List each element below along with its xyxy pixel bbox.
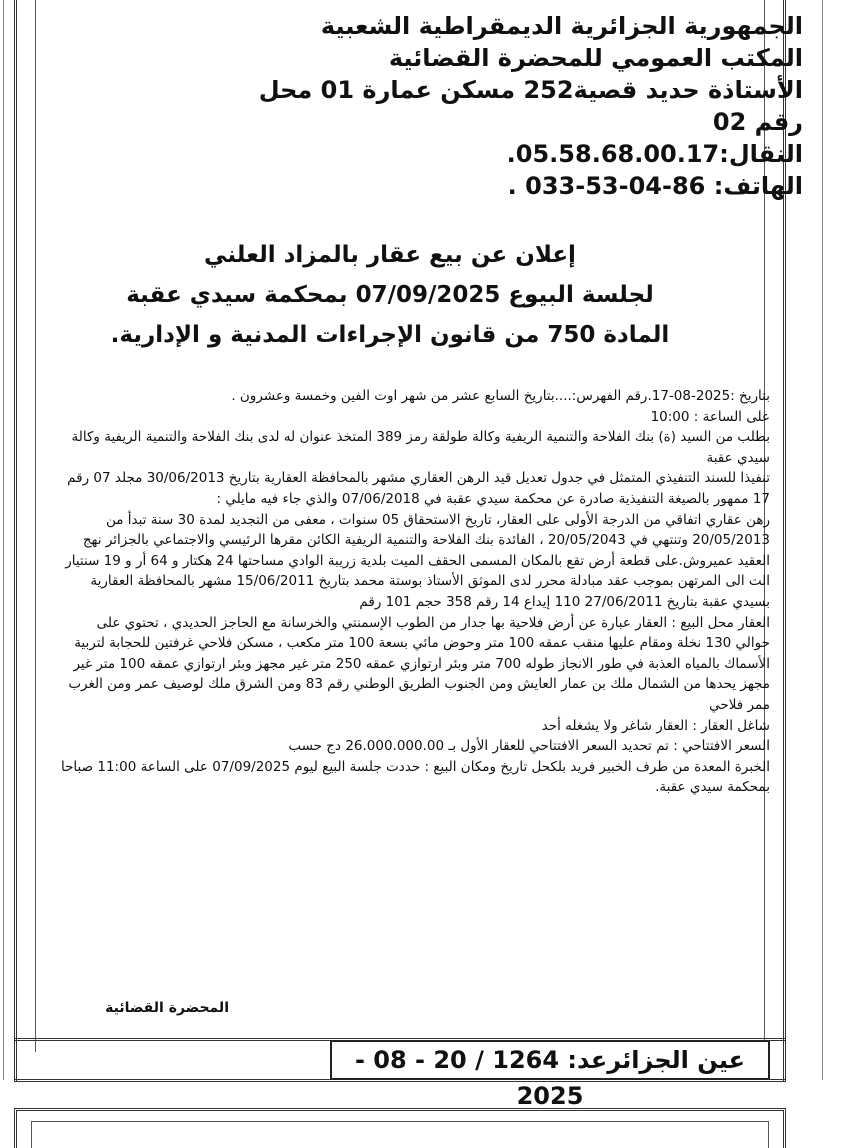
republic-name: الجمهورية الجزائرية الديمقراطية الشعبية [320,12,803,40]
body-mortgage: رهن عقاري اتفاقي من الدرجة الأولى على العقار، تاريخ الاستحقاق 05 سنوات ، معفى من التجديد لمدة 30 سنة تبدأ من 20/05/2013 وتنتهي في 20/05/2043 ، الفائدة بنك الفلاحة والتنمية الريفية الكائن مقرها الرئيسي والاجتماعي بالجزائر نهج العقيد عميروش.على قطعة أرض تقع بالمكان المسمى الحقف الميت بلدية زريبة الوادي مساحتها 24 هكتار و 64 أر و 19 سنتيار الت الى المرتهن بموجب عقد مبادلة محرر لدى الموثق الأستاذ بوستة محمد بتاريخ 15/06/2011 مشهر بالمحافظة العقارية بسيدي عقبة بتاريخ 27/06/2011 110 إيداع 14 رقم 358 حجم 101 رقم [65,511,770,610]
body-enforcement: تنفيذا للسند التنفيذي المتمثل في جدول تعديل قيد الرهن العقاري مشهر بالمحافظة العقارية بتاريخ 30/06/2013 مجلد 07 رقم 17 ممهور بالصيغة التنفيذية صادرة عن محكمة سيدي عقبة في 07/06/2018 والذي جاء فيه مايلي : [67,470,770,507]
office-name: المكتب العمومي للمحضرة القضائية [388,44,803,72]
next-notice-frame [14,1108,786,1148]
page-edge-right [822,0,826,1080]
body-date: بتاريخ :2025-08-17.رقم الفهرس:....بتاريخ السابع عشر من شهر اوت الفين وخمسة وعشرون . [231,388,770,404]
notice-titles [40,235,740,355]
body-property: العقار محل البيع : العقار عبارة عن أرض فلاحية بها جدار من الطوب الإسمنتي والخرسانة مع الحاجز الحديدي ، تحتوي على حوالي 130 نخلة ومقام عليها منقب عمقه 100 متر وحوض مائي بسعة 100 متر مكعب ، مسكن فلاحي غرفتين للحجابة لتربية الأسماك بالمياه العذبة في طور الانجاز طوله 700 متر وبئر ارتوازي عمقه 250 متر غير مجهز وبئر ارتوازي عمقه 100 متر غير مجهز يحدها من الشمال ملك بن عمار العايش ومن الجنوب الطريق الوطني رقم 83 ومن الشرق ملك لوصيف عمر ومن الغرب ممر فلاحي [68,614,770,713]
office-phone: الهاتف: 86-04-53-033 . [507,172,803,200]
next-notice-inner-frame [31,1121,769,1148]
office-mobile: النقال:05.58.68.00.17. [506,140,803,168]
notice-main-title: إعلان عن بيع عقار بالمزاد العلني [204,242,576,268]
office-header [203,10,803,202]
page-edge-left [0,0,4,1080]
notice-session-title: لجلسة البيوع 07/09/2025 بمحكمة سيدي عقبة [126,282,654,308]
body-sale-date: الخبرة المعدة من طرف الخبير فريد بلكحل تاريخ ومكان البيع : حددت جلسة البيع ليوم 07/09/2025 على الساعة 11:00 صباحا بمحكمة سيدي عقبة. [60,758,770,796]
signature: المحضرة القضائية [105,1000,229,1016]
body-occupant: شاغل العقار : العقار شاغر ولا يشغله أحد [541,717,770,734]
office-address: الأستاذة حديد قصية252 مسكن عمارة 01 محل رقم 02 [258,76,803,136]
notice-article-title: المادة 750 من قانون الإجراءات المدنية و الإدارية. [110,322,670,348]
body-requester: بطلب من السيد (ة) بنك الفلاحة والتنمية الريفية وكالة طولقة رمز 389 المتخذ عنوان له لدى بنك الفلاحة والتنمية الريفية وكالة سيدي عقبة [71,429,770,466]
newspaper-reference: عين الجزائرعد: 1264 / 20 - 08 - 2025 [330,1040,770,1080]
body-time: على الساعة : 10:00 [650,408,770,425]
notice-body [60,386,770,798]
body-opening-price: السعر الافتتاحي : تم تحديد السعر الافتتاحي للعقار الأول بـ 26.000.000.00 دج حسب [288,738,770,755]
